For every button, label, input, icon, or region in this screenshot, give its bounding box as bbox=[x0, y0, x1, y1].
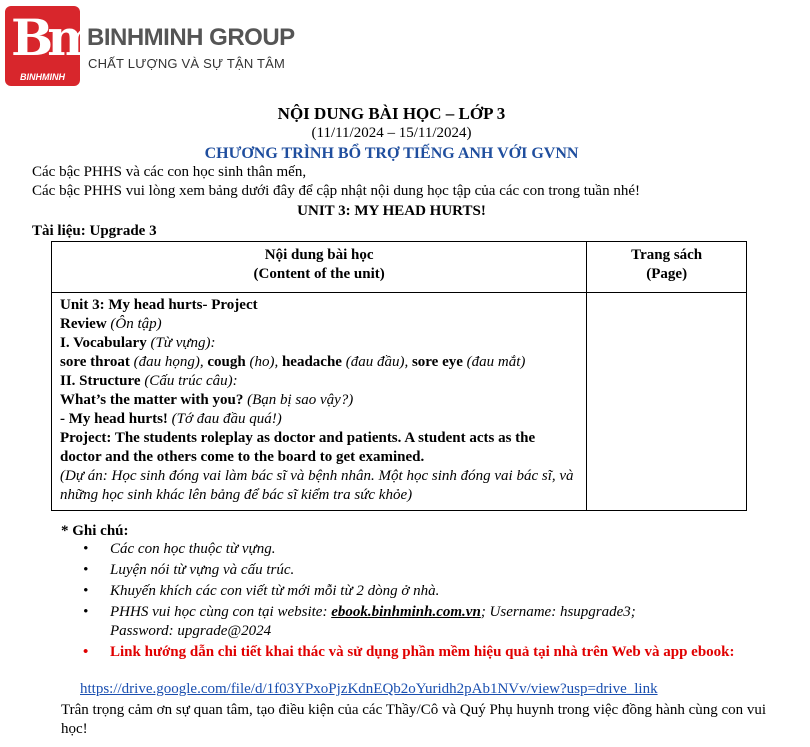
project-vi: (Dự án: Học sinh đóng vai làm bác sĩ và bệnh nhân. Một học sinh đóng vai bác sĩ, và những học sinh khác lên bảng để bác sĩ kiểm tra sức khỏe) bbox=[60, 468, 574, 503]
vocab-translation: (ho), bbox=[249, 354, 279, 370]
logo-subtext: BINHMINH bbox=[20, 72, 65, 82]
answer-vi: (Tớ đau đầu quá!) bbox=[171, 411, 282, 427]
header-content bbox=[52, 242, 587, 293]
structure-vi: (Cấu trúc câu): bbox=[144, 373, 238, 389]
structure-label: II. Structure bbox=[60, 373, 141, 389]
notes-title: * Ghi chú: bbox=[61, 523, 129, 539]
brand-tagline: CHẤT LƯỢNG VÀ SỰ TẬN TÂM bbox=[88, 56, 286, 71]
list-item bbox=[83, 643, 810, 662]
list-item bbox=[83, 603, 810, 641]
answer-text: - My head hurts! bbox=[60, 411, 168, 427]
logo-emblem bbox=[5, 6, 95, 86]
document-title: NỘI DUNG BÀI HỌC – LỚP 3 bbox=[277, 104, 506, 123]
date-range: (11/11/2024 – 15/11/2024) bbox=[311, 125, 472, 141]
bullet-icon: • bbox=[83, 583, 89, 599]
header-page bbox=[587, 242, 747, 293]
vocab-word: cough bbox=[207, 354, 246, 370]
guide-link-text: Link hướng dẫn chi tiết khai thác và sử dụng phần mềm hiệu quả tại nhà trên Web và app ebook: bbox=[110, 644, 735, 660]
closing-text: Trân trọng cảm ơn sự quan tâm, tạo điều kiện của các Thầy/Cô và Quý Phụ huynh trong việc đồng hành cùng con vui học! bbox=[61, 702, 767, 737]
vocab-heading bbox=[60, 334, 578, 353]
note-text: Luyện nói từ vựng và cấu trúc. bbox=[110, 562, 295, 578]
table-header-row bbox=[52, 242, 747, 293]
vocab-word: sore throat bbox=[60, 354, 130, 370]
review-line bbox=[60, 315, 578, 334]
bullet-icon: • bbox=[83, 604, 89, 620]
note-text: Khuyến khích các con viết từ mới mỗi từ 2 dòng ở nhà. bbox=[110, 583, 440, 599]
unit-heading: UNIT 3: MY HEAD HURTS! bbox=[297, 203, 486, 219]
structure-heading bbox=[60, 372, 578, 391]
list-item bbox=[83, 540, 810, 559]
website-suffix: ; Username: hsupgrade3; bbox=[480, 604, 636, 620]
header-page-vi: Trang sách bbox=[631, 247, 703, 263]
logo-mark: Bm bbox=[11, 8, 95, 67]
list-item bbox=[83, 561, 810, 580]
vocab-word: sore eye bbox=[411, 354, 463, 370]
project-text: Project: The students roleplay as doctor and patients. A student acts as the doctor and the others come to the board to get examined. bbox=[60, 430, 536, 465]
drive-url-link[interactable]: https://drive.google.com/file/d/1f03YPxoPjzKdnEQb2oYuridh2pAb1NVv/view?usp=drive_link bbox=[80, 681, 658, 697]
lesson-content-cell bbox=[52, 293, 587, 511]
question-vi: (Bạn bị sao vậy?) bbox=[247, 392, 354, 408]
vocab-label: I. Vocabulary bbox=[60, 335, 147, 351]
unit-line: Unit 3: My head hurts- Project bbox=[60, 297, 258, 313]
review-label: Review bbox=[60, 316, 107, 332]
brand-name: BINHMINH GROUP bbox=[87, 24, 295, 51]
structure-answer bbox=[60, 410, 578, 429]
vocab-translation: (đau đầu), bbox=[345, 354, 409, 370]
note-text: Các con học thuộc từ vựng. bbox=[110, 541, 276, 557]
bullet-icon: • bbox=[83, 541, 89, 557]
greeting: Các bậc PHHS và các con học sinh thân mến, bbox=[32, 164, 307, 180]
table-row bbox=[52, 293, 747, 511]
list-item bbox=[83, 582, 810, 601]
structure-question bbox=[60, 391, 578, 410]
header-page-en: (Page) bbox=[646, 266, 688, 282]
bullet-icon: • bbox=[83, 562, 89, 578]
header-content-vi: Nội dung bài học bbox=[264, 247, 374, 263]
vocab-word: headache bbox=[281, 354, 342, 370]
material-label: Tài liệu: Upgrade 3 bbox=[32, 223, 157, 239]
vocab-vi: (Từ vựng): bbox=[150, 335, 216, 351]
vocab-translation: (đau mắt) bbox=[466, 354, 526, 370]
password-text: Password: upgrade@2024 bbox=[110, 623, 272, 639]
program-title: CHƯƠNG TRÌNH BỔ TRỢ TIẾNG ANH VỚI GVNN bbox=[204, 145, 579, 162]
vocab-translation: (đau họng), bbox=[133, 354, 204, 370]
intro-text: Các bậc PHHS vui lòng xem bảng dưới đây để cập nhật nội dung học tập của các con trong tuần nhé! bbox=[32, 183, 640, 199]
brand-logo bbox=[5, 6, 305, 88]
bullet-icon: • bbox=[83, 644, 89, 660]
review-vi: (Ôn tập) bbox=[110, 316, 162, 332]
header-content-en: (Content of the unit) bbox=[253, 266, 385, 282]
notes-list bbox=[60, 540, 810, 664]
website-link[interactable]: ebook.binhminh.com.vn bbox=[331, 604, 481, 620]
website-prefix: PHHS vui học cùng con tại website: bbox=[110, 604, 332, 620]
content-table bbox=[51, 241, 747, 511]
vocab-words bbox=[60, 353, 578, 372]
page-cell bbox=[587, 293, 747, 511]
question-text: What’s the matter with you? bbox=[60, 392, 244, 408]
